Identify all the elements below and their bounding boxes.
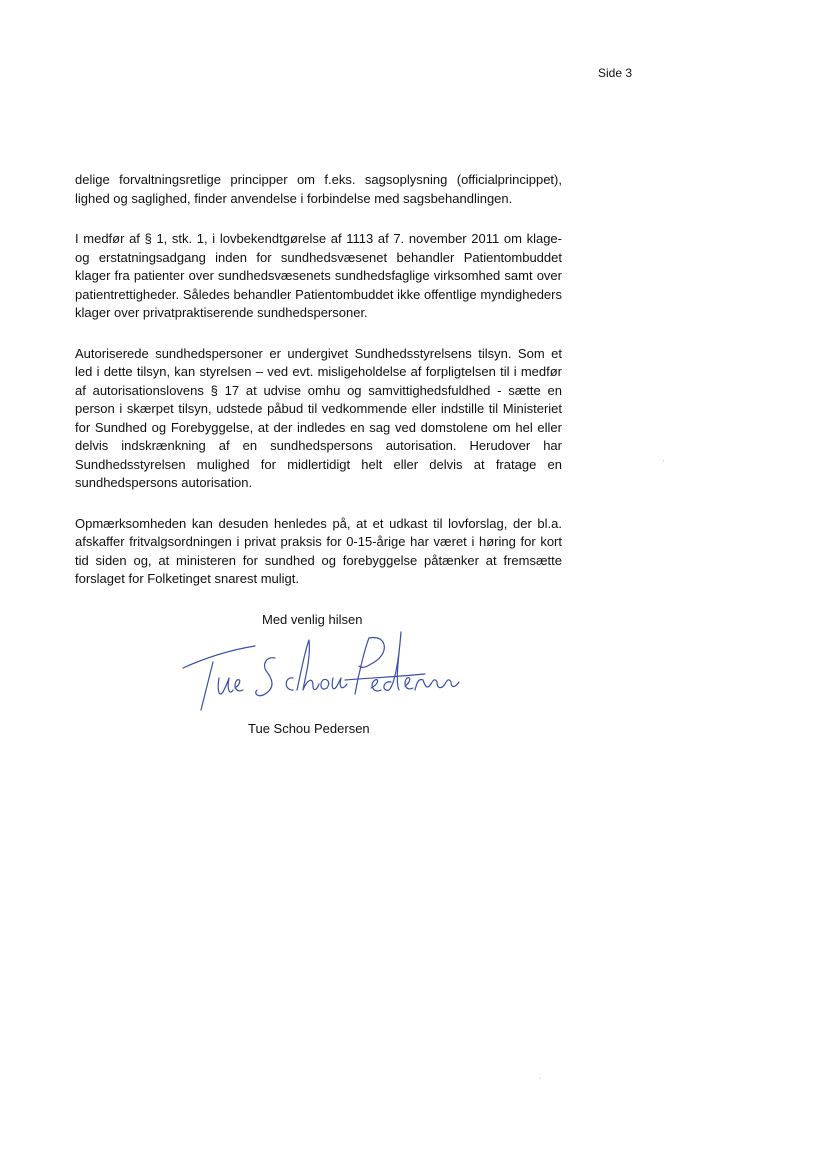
- paragraph-4: Opmærksomheden kan desuden henledes på, at et udkast til lovforslag, der bl.a. afskaffer fritvalgsordningen i privat praksis for 0-15-årige har været i høring for kort tid siden og, at ministeren for sundhed og forebyggelse påtænker at fremsætte forslaget for Folketinget snarest muligt.: [75, 515, 562, 586]
- closing-greeting: Med venlig hilsen: [262, 612, 363, 627]
- paragraph-2: I medfør af § 1, stk. 1, i lovbekendtgørelse af 1113 af 7. november 2011 om klage- og erstatningsadgang inden for sundhedsvæsenet behandler Patientombuddet klager fra patienter over sundhedsvæsenets sundhedsfaglige virksomhed samt over patientrettigheder. Således behandler Patientombuddet ikke offentlige myndigheders klager over privatpraktiserende sundhedspersoner.: [75, 231, 562, 320]
- handwritten-signature: [175, 628, 465, 716]
- letter-body: [75, 171, 562, 611]
- page-number: Side 3: [598, 66, 633, 80]
- scan-speck: [540, 1078, 541, 1079]
- paragraph-3: Autoriserede sundhedspersoner er undergivet Sundhedsstyrelsens tilsyn. Som et led i dette tilsyn, kan styrelsen – ved evt. misligeholdelse af forpligtelsen til i medfør af autorisationslovens § 17 at udvise omhu og samvittighedsfuldhed - sætte en person i skærpet tilsyn, udstede påbud til vedkommende eller indstille til Ministeriet for Sundhed og Forebyggelse, at der indledes en sag ved domstolene om hel eller delvis indskrænkning af en sundhedspersons autorisation. Herudover har Sundhedsstyrelsen mulighed for midlertidigt helt eller delvis at fratage en sundhedspersons autorisation.: [75, 345, 562, 490]
- scan-speck: [663, 460, 664, 461]
- signer-name: Tue Schou Pedersen: [248, 721, 370, 736]
- paragraph-1: delige forvaltningsretlige principper om f.eks. sagsoplysning (officialprincippet), lighed og saglighed, finder anvendelse i forbindelse med sagsbehandlingen.: [75, 172, 562, 206]
